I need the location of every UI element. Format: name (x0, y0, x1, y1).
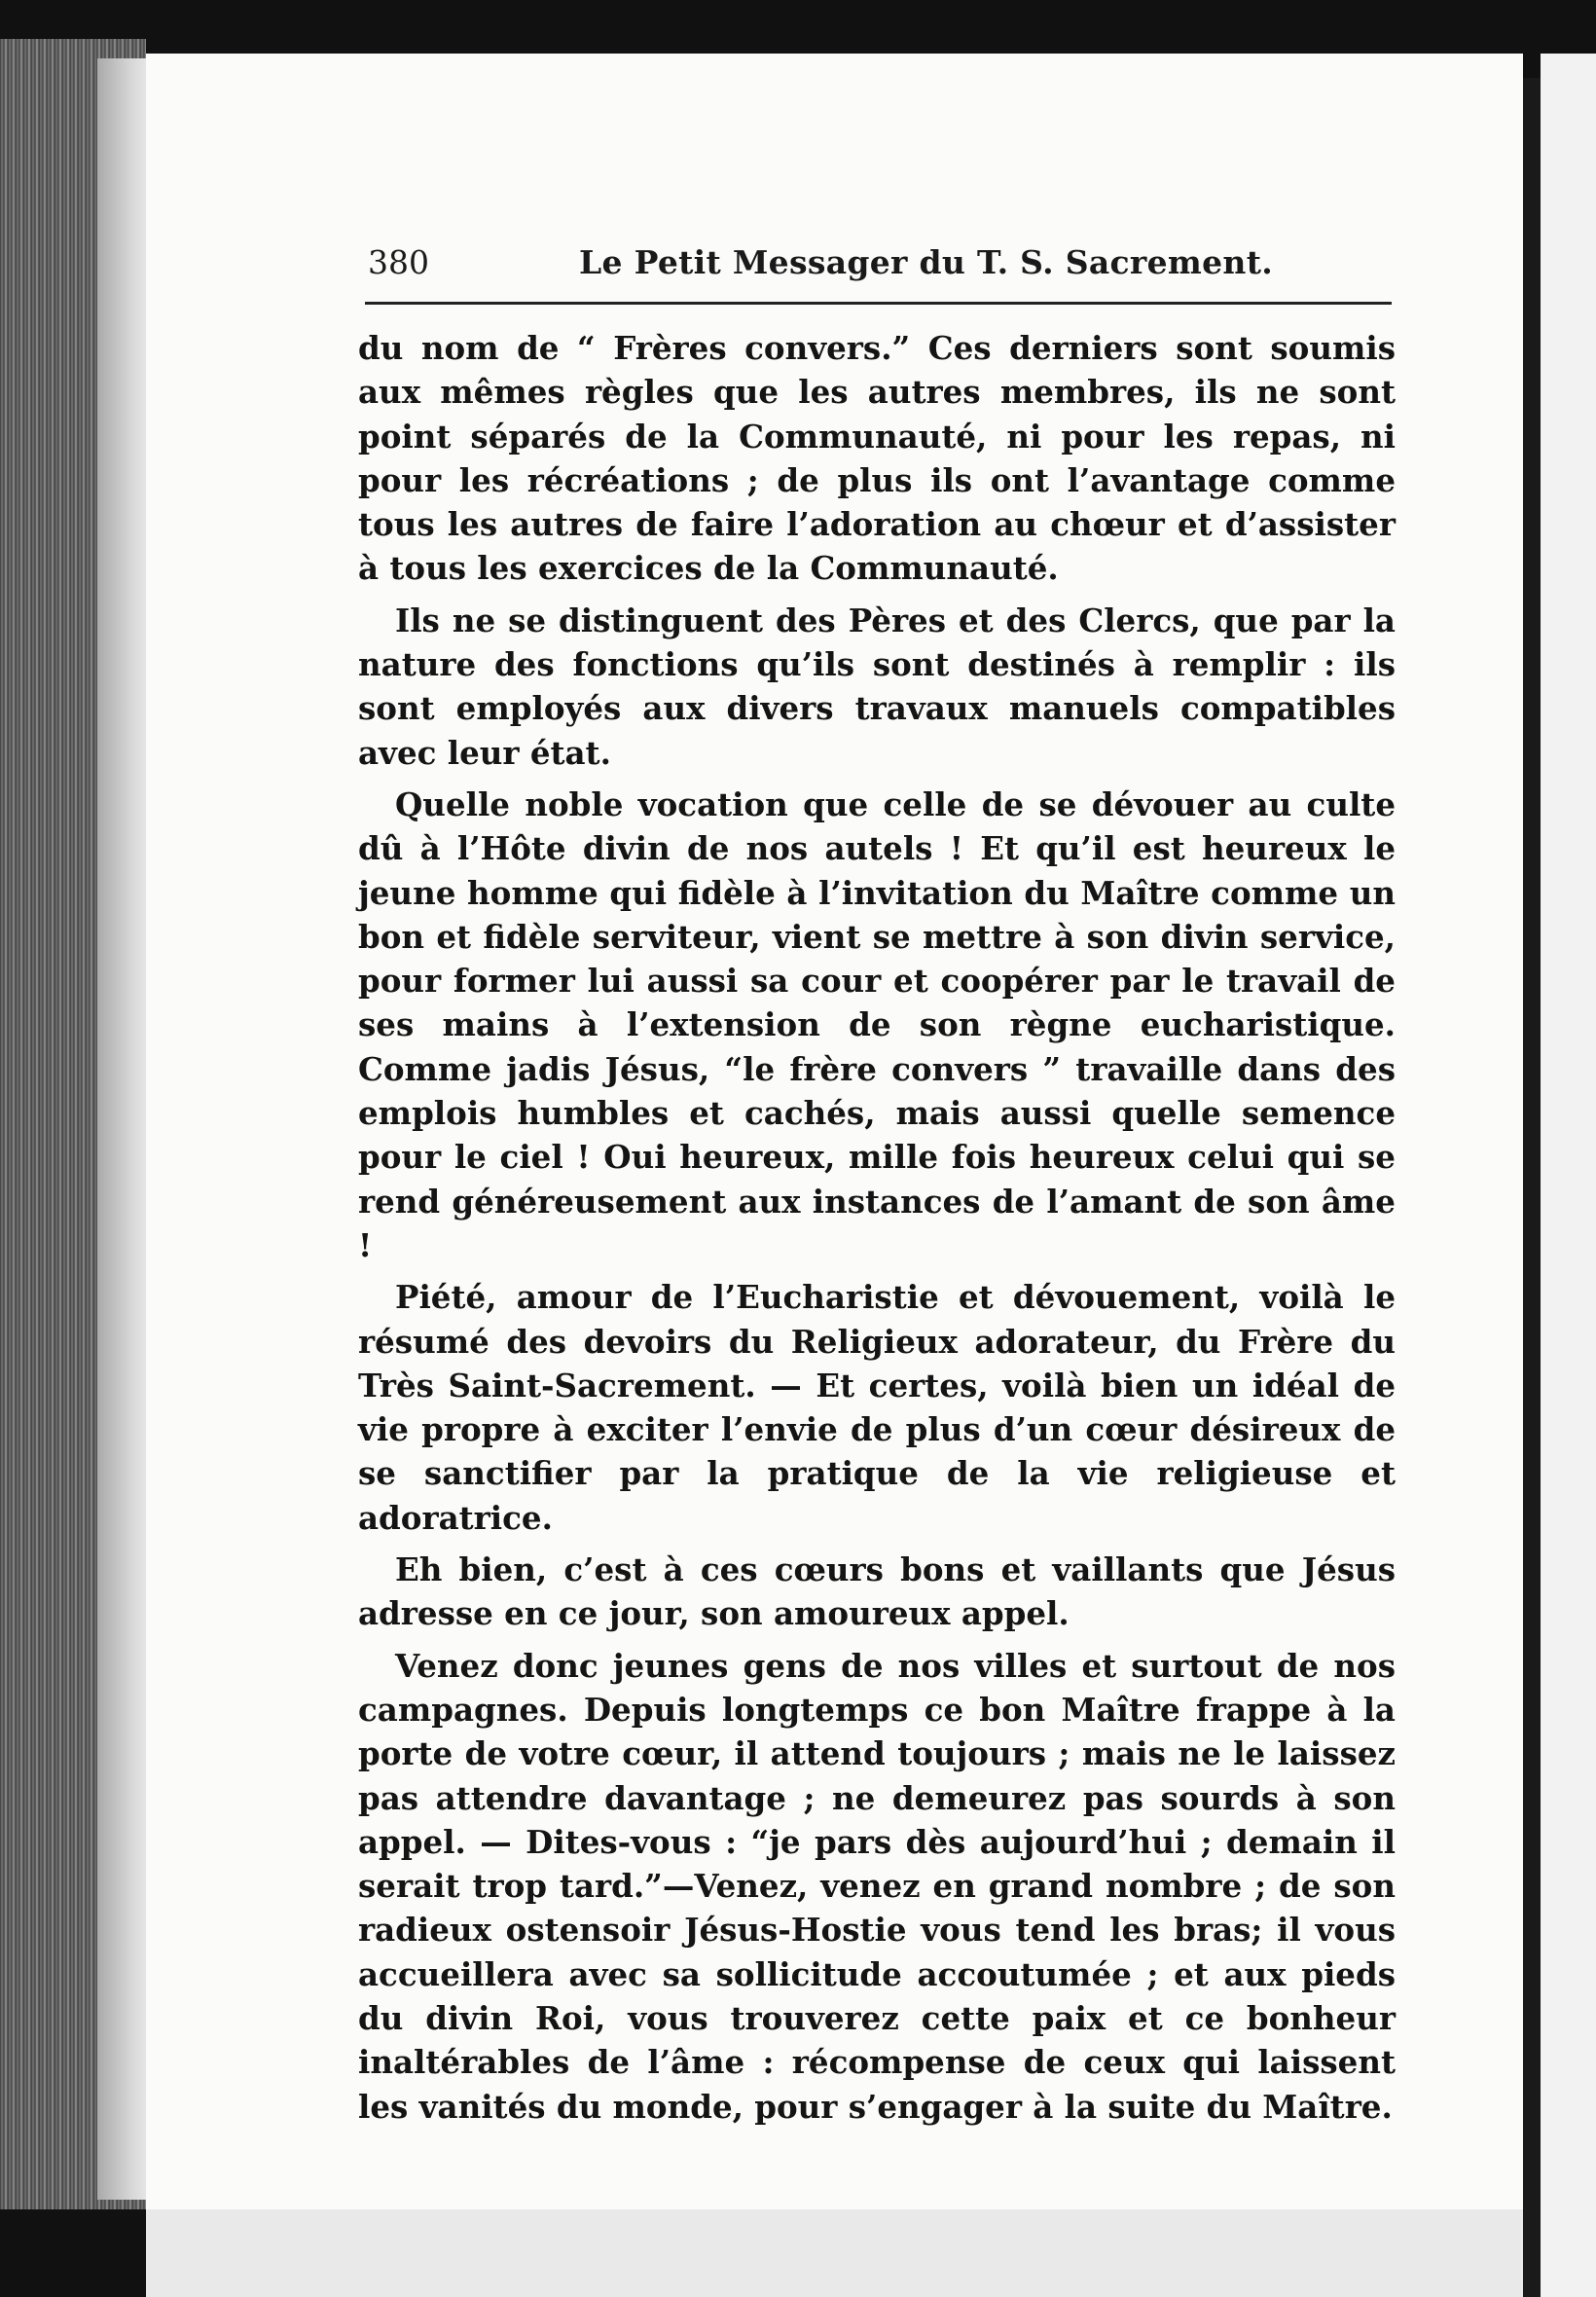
body-text (358, 326, 1396, 2136)
page-bottom-strip (146, 2209, 1523, 2297)
paragraph-6: Venez donc jeunes gens de nos villes et surtout de nos campagnes. Depuis longtemps ce bon Maître frappe à la porte de votre cœur, il attend toujours ; mais ne le laissez pas attendre davantage ; ne demeurez pas sourds à son appel. — Dites-vous : “je pars dès aujourd’hui ; demain il serait trop tard.”—Venez, venez en grand nombre ; de son radieux ostensoir Jésus-Hostie vous tend les bras; il vous accueillera avec sa sollicitude accoutumée ; et aux pieds du divin Roi, vous trouverez cette paix et ce bonheur inaltérables de l’âme : récompense de ceux qui laissent les vanités du monde, pour s’engager à la suite du Maître. (358, 1646, 1396, 2126)
paragraph-3: Quelle noble vocation que celle de se dévouer au culte dû à l’Hôte divin de nos autels ! Et qu’il est heureux le jeune homme qui fidèle à l’invitation du Maître comme un bon et fidèle serviteur, vient se mettre à son divin service, pour former lui aussi sa cour et coopérer par le travail de ses mains à l’extension de son règne eucharistique. Comme jadis Jésus, “le frère convers ” travaille dans des emplois humbles et cachés, mais aussi quelle semence pour le ciel ! Oui heureux, mille fois heureux celui qui se rend généreusement aux instances de l’amant de son âme ! (358, 784, 1396, 1264)
page-number: 380 (368, 243, 429, 281)
scan-margin (1541, 54, 1596, 2297)
paragraph-2: Ils ne se distinguent des Pères et des Clercs, que par la nature des fonctions qu’ils sont destinés à remplir : ils sont employés aux divers travaux manuels compatibles avec leur état. (358, 601, 1396, 772)
running-header (365, 243, 1392, 305)
running-title: Le Petit Messager du T. S. Sacrement. (579, 243, 1274, 281)
paragraph-5: Eh bien, c’est à ces cœurs bons et vaillants que Jésus adresse en ce jour, son amoureux appel. (358, 1550, 1396, 1633)
paragraph-1: du nom de “ Frères convers.” Ces derniers sont soumis aux mêmes règles que les autres membres, ils ne sont point séparés de la Communauté, ni pour les repas, ni pour les récréations ; de plus ils ont l’avantage comme tous les autres de faire l’adoration au chœur et d’assister à tous les exercices de la Communauté. (358, 329, 1396, 588)
right-book-edge (1523, 78, 1541, 2297)
paragraph-4: Piété, amour de l’Eucharistie et dévouement, voilà le résumé des devoirs du Religieux adorateur, du Frère du Très Saint-Sacrement. — Et certes, voilà bien un idéal de vie propre à exciter l’envie de plus d’un cœur désireux de se sanctifier par la pratique de la vie religieuse et adoratrice. (358, 1278, 1396, 1537)
